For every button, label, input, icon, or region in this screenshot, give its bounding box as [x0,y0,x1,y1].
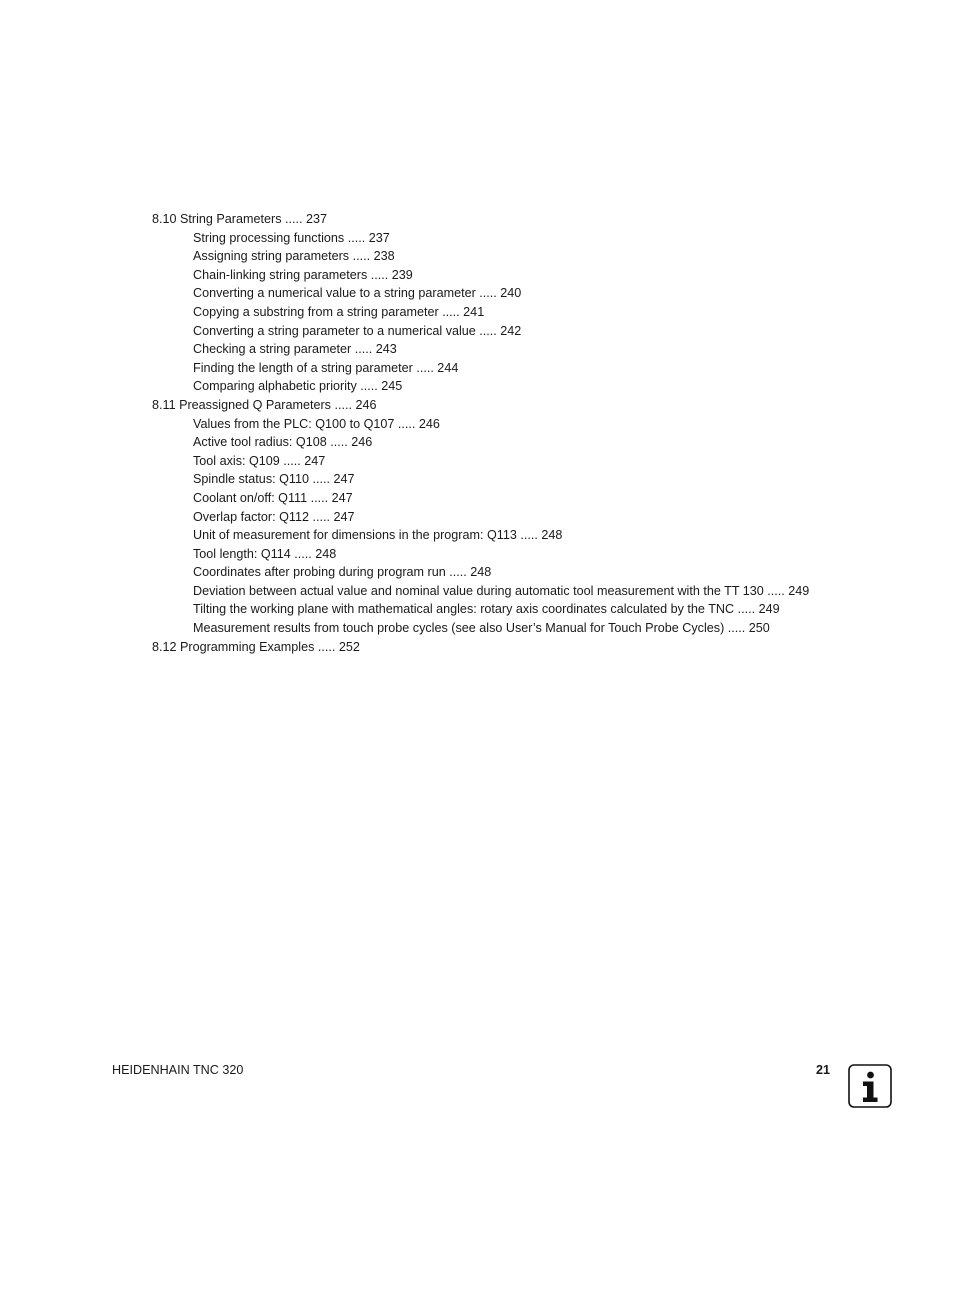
toc-entry[interactable]: Tool axis: Q109 ..... 247 [193,453,326,468]
toc-entry[interactable]: Converting a numerical value to a string parameter ..... 240 [193,286,522,301]
toc-entry[interactable]: Checking a string parameter ..... 243 [193,342,397,357]
toc-entry[interactable]: Deviation between actual value and nominal value during automatic tool measurement with the TT 130 ..... 249 [193,583,810,598]
toc-entry[interactable]: String processing functions ..... 237 [193,230,390,245]
toc-entry[interactable]: Tilting the working plane with mathematical angles: rotary axis coordinates calculated by the TNC ..... 249 [193,602,780,617]
toc-entry[interactable]: Converting a string parameter to a numerical value ..... 242 [193,323,522,338]
toc-entry[interactable]: Tool length: Q114 ..... 248 [193,546,337,561]
toc-entry[interactable]: Measurement results from touch probe cycles (see also User’s Manual for Touch Probe Cycles) ..... 250 [193,621,770,636]
toc-entry[interactable]: Active tool radius: Q108 ..... 246 [193,435,373,450]
toc-entry[interactable]: Coolant on/off: Q111 ..... 247 [193,490,353,505]
toc-section-8-11[interactable]: 8.11 Preassigned Q Parameters ..... 246 [152,397,377,412]
toc-entry[interactable]: Values from the PLC: Q100 to Q107 ..... 246 [193,416,440,431]
info-icon [848,1064,892,1108]
toc-entry[interactable]: Copying a substring from a string parameter ..... 241 [193,304,485,319]
toc-entry[interactable]: Overlap factor: Q112 ..... 247 [193,509,355,524]
toc-entry[interactable]: Finding the length of a string parameter ..... 244 [193,360,459,375]
page-number: 21 [815,1063,830,1077]
toc-section-8-12[interactable]: 8.12 Programming Examples ..... 252 [152,639,360,654]
toc-section-8-10[interactable]: 8.10 String Parameters ..... 237 [152,212,328,226]
toc-entry[interactable]: Chain-linking string parameters ..... 239 [193,267,413,282]
table-of-contents [152,210,852,656]
toc-entry[interactable]: Comparing alphabetic priority ..... 245 [193,379,403,394]
toc-entry[interactable]: Unit of measurement for dimensions in the program: Q113 ..... 248 [193,528,563,543]
toc-entry[interactable]: Assigning string parameters ..... 238 [193,249,395,264]
toc-entry[interactable]: Spindle status: Q110 ..... 247 [193,472,355,487]
footer-title: HEIDENHAIN TNC 320 [112,1063,244,1077]
toc-entry[interactable]: Coordinates after probing during program run ..... 248 [193,565,492,580]
